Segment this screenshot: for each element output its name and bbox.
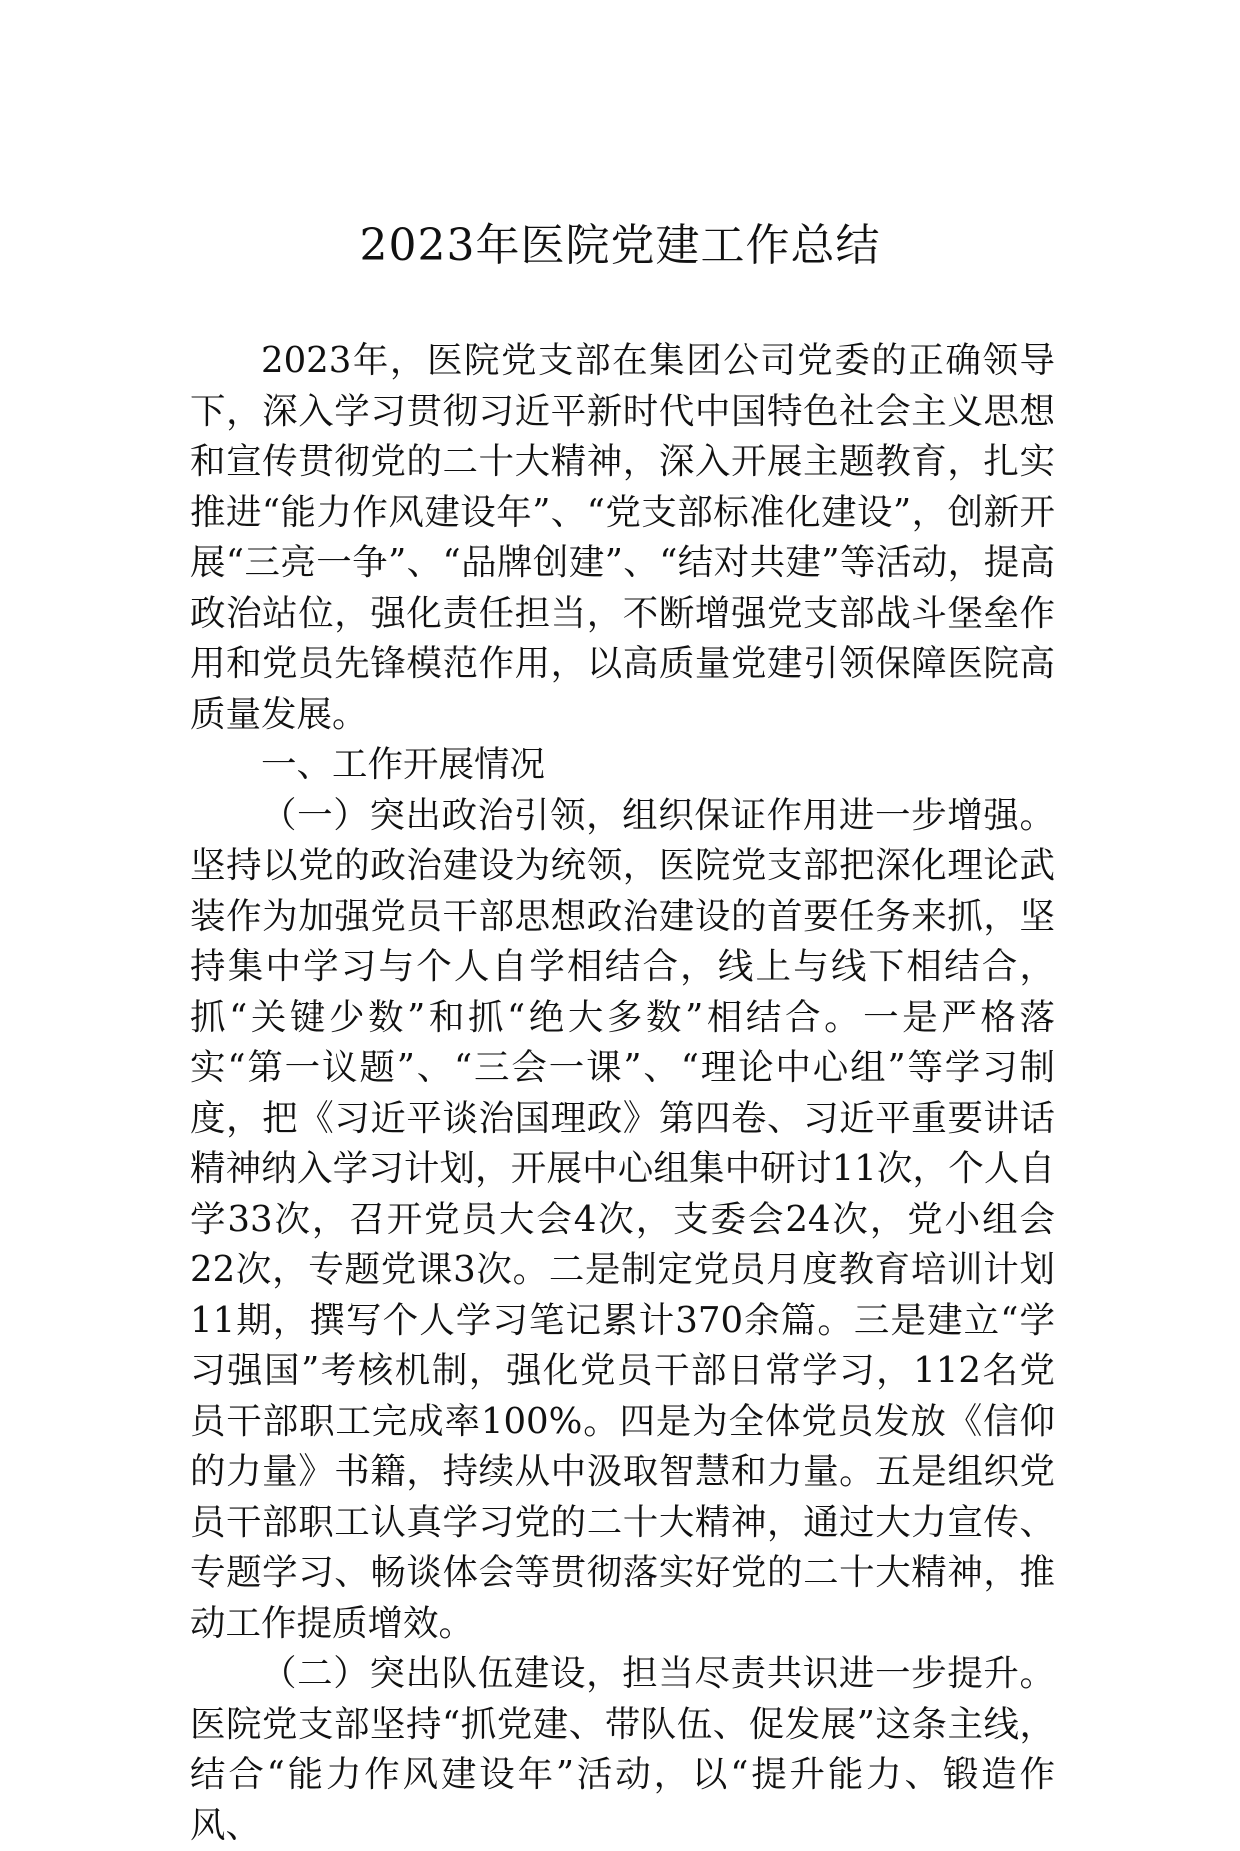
section-heading: 一、工作开展情况 — [261, 744, 546, 785]
section-2-lead: （二）突出队伍建设，担当尽责共识进一步提升。 — [261, 1653, 1055, 1694]
document-title: 2023年医院党建工作总结 — [359, 220, 881, 271]
intro-paragraph: 2023年，医院党支部在集团公司党委的正确领导下，深入学习贯彻习近平新时代中国特色社会主义思想和宣传贯彻党的二十大精神，深入开展主题教育，扎实推进“能力作风建设年”、“党支部标准化建设”，创新开展“三亮一争”、“品牌创建”、“结对共建”等活动，提高政治站位，强化责任担当，不断增强党支部战斗堡垒作用和党员先锋模范作用，以高质量党建引领保障医院高质量发展。 — [190, 340, 1055, 735]
section-1-lead: （一）突出政治引领，组织保证作用进一步增强。 — [261, 794, 1055, 836]
section-1-paragraph — [190, 791, 1055, 1650]
section-2-text: 医院党支部坚持“抓党建、带队伍、促发展”这条主线，结合“能力作风建设年”活动，以“提升能力、锻造作风、 — [190, 1703, 1055, 1846]
section-1-text: 坚持以党的政治建设为统领，医院党支部把深化理论武装作为加强党员干部思想政治建设的首要任务来抓，坚持集中学习与个人自学相结合，线上与线下相结合，抓“关键少数”和抓“绝大多数”相结合。一是严格落实“第一议题”、“三会一课”、“理论中心组”等学习制度，把《习近平谈治国理政》第四卷、习近平重要讲话精神纳入学习计划，开展中心组集中研讨11次，个人自学33次，召开党员大会4次，支委会24次，党小组会22次，专题党课3次。二是制定党员月度教育培训计划11期，撰写个人学习笔记累计370余篇。三是建立“学习强国”考核机制，强化党员干部日常学习，112名党员干部职工完成率100%。四是为全体党员发放《信仰的力量》书籍，持续从中汲取智慧和力量。五是组织党员干部职工认真学习党的二十大精神，通过大力宣传、专题学习、畅谈体会等贯彻落实好党的二十大精神，推动工作提质增效。 — [190, 845, 1055, 1644]
document-body — [190, 336, 1055, 1851]
section-2-paragraph — [190, 1649, 1055, 1851]
